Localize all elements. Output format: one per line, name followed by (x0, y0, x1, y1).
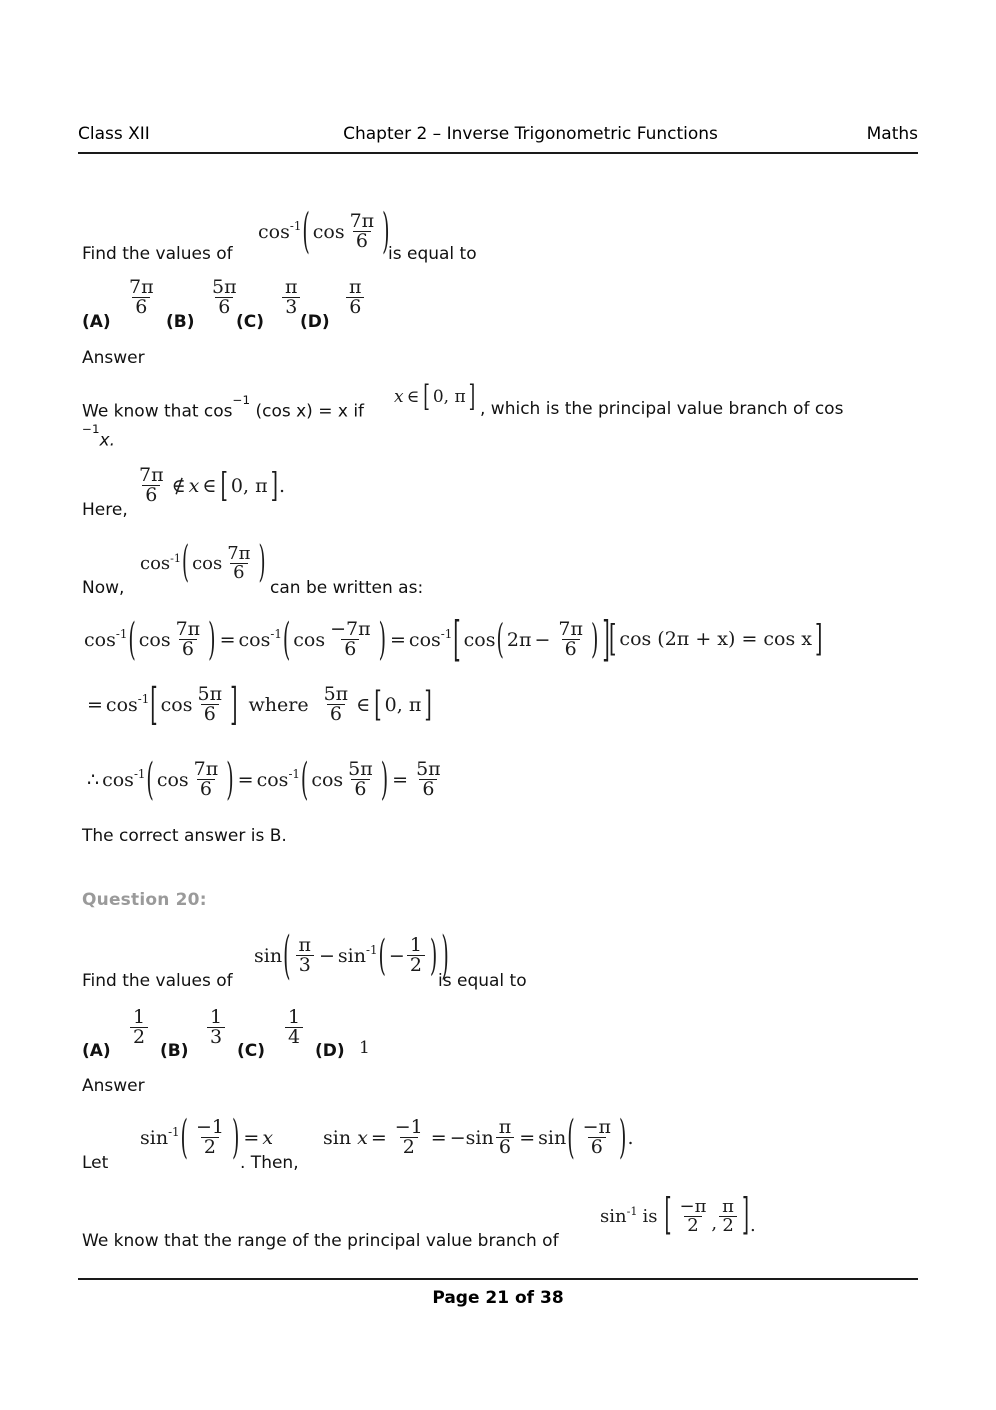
q19-option-d-value[interactable] (344, 278, 367, 318)
q19-here-label: Here, (82, 500, 128, 520)
q19-opt-b-den: 6 (215, 297, 233, 317)
range-is: is (642, 1206, 658, 1228)
paren-right-icon: ) (208, 614, 216, 666)
q19-answer-label: Answer (82, 348, 145, 368)
d2-where: where (248, 693, 309, 716)
paren-left-icon: ( (300, 754, 309, 806)
d2-eq: = (87, 693, 103, 716)
q19-opt-a-num: 7π (129, 276, 154, 298)
here-in: ∈ (202, 474, 217, 497)
then-eq-2: = (430, 1126, 447, 1149)
q20-prompt-prefix: Find the values of (82, 971, 233, 991)
then-lhs-var: x (357, 1126, 368, 1149)
range-comma: , (711, 1212, 718, 1234)
let-den: 2 (201, 1137, 219, 1157)
q20-option-a-label[interactable]: (A) (82, 1041, 111, 1061)
now-outer-sup: -1 (170, 551, 182, 565)
d1-t1-num: 7π (175, 618, 201, 640)
q19-opt-b-num: 5π (212, 276, 237, 298)
then-eq-1: = (370, 1126, 387, 1149)
d1-t3-inner: cos (463, 628, 496, 651)
paren-right-icon: ) (226, 754, 234, 806)
q19-option-c-label[interactable]: (C) (236, 312, 265, 332)
then-f3-den: 6 (588, 1137, 606, 1157)
bracket-left-icon: [ (374, 685, 382, 725)
q19-now-expression (140, 538, 267, 590)
d1-eq-2: = (390, 628, 406, 651)
header-subject-label: Maths (866, 124, 918, 144)
q19-prompt-prefix: Find the values of (82, 244, 233, 264)
q19-outer-func: cos (258, 220, 290, 243)
d3-b-func: cos (256, 768, 289, 791)
q19-opt-c-den: 3 (282, 297, 300, 317)
range-hi-num: π (722, 1196, 734, 1217)
q20-answer-label: Answer (82, 1076, 145, 1096)
q19-inner-fraction (347, 212, 378, 252)
paren-right-icon: ) (429, 931, 438, 981)
d2-func: cos (105, 693, 138, 716)
q20-f1-num: π (298, 934, 311, 956)
q20-opt-d-plain: 1 (359, 1038, 370, 1058)
q19-know-line-part1 (82, 392, 365, 424)
let-var: x (262, 1126, 274, 1149)
header-class-label: Class XII (78, 124, 150, 144)
d3-b-den: 6 (351, 779, 369, 799)
q20-range-line: We know that the range of the principal value branch of (82, 1231, 559, 1251)
range-hi-den: 2 (719, 1216, 736, 1235)
d3-eq-2: = (392, 768, 409, 791)
d3-b-sup: -1 (288, 766, 300, 781)
know-set-bracket (422, 379, 476, 415)
know-set-rel: ∈ (406, 387, 420, 407)
then-neg: − (449, 1126, 466, 1149)
d1-t3-lead: 2π (506, 628, 532, 651)
q20-range-expression (600, 1191, 756, 1243)
q20-option-b-value[interactable] (205, 1008, 227, 1048)
d2-w-num: 5π (323, 683, 349, 705)
bracket-left-icon: [ (220, 466, 228, 506)
bracket-right-icon: ] (424, 685, 432, 725)
here-fraction (136, 466, 167, 506)
bracket-right-icon: ] (230, 679, 238, 731)
q19-now-label: Now, (82, 578, 125, 598)
paren-right-icon: ) (378, 614, 386, 666)
know-text-2: (cos x) = x if (255, 401, 365, 422)
d1-note-text: cos (2π + x) = cos x (619, 628, 812, 650)
paren-left-icon: ( (180, 1111, 188, 1165)
then-f1-num: −1 (394, 1116, 423, 1138)
then-s-func: sin (465, 1126, 494, 1149)
q20-option-a-value[interactable] (128, 1008, 150, 1048)
q20-outer-func: sin (254, 944, 283, 967)
q19-derivation-line-1 (84, 612, 611, 668)
q20-expression (254, 926, 450, 986)
bracket-right-icon: ] (815, 618, 823, 660)
paren-right-icon: ) (619, 1111, 627, 1165)
q19-option-b-label[interactable]: (B) (166, 312, 195, 332)
d3-therefore: ∴ (87, 768, 100, 791)
d1-t1-den: 6 (179, 639, 197, 659)
d3-a-sup: -1 (133, 766, 146, 781)
q19-inner-den: 6 (353, 231, 371, 251)
d2-in: ∈ (356, 693, 371, 716)
q20-opt-b-den: 3 (207, 1027, 225, 1047)
paren-left-icon: ( (146, 754, 154, 806)
q19-know-set (394, 379, 476, 415)
paren-right-icon: ) (380, 754, 389, 806)
q19-opt-d-den: 6 (346, 297, 364, 317)
q19-option-a-value[interactable] (124, 278, 159, 318)
d3-r-num: 5π (416, 758, 441, 780)
q19-know-line-cont (82, 421, 115, 453)
q19-opt-d-num: π (349, 276, 362, 298)
q20-option-c-value[interactable] (283, 1008, 305, 1048)
range-lo-num: −π (679, 1196, 707, 1217)
here-bracket (219, 466, 279, 506)
paren-right-icon: ) (231, 1111, 240, 1165)
range-period: . (750, 1214, 756, 1236)
header-chapter-title: Chapter 2 – Inverse Trigonometric Functions (343, 124, 718, 144)
paren-left-icon: ( (567, 1111, 575, 1165)
now-inner-func: cos (192, 553, 223, 575)
q19-derivation-line-2 (84, 679, 433, 731)
then-f3-num: −π (582, 1116, 612, 1138)
d3-a-den: 6 (197, 779, 215, 799)
d2-set-hi: π (408, 693, 422, 716)
q19-inner-num: 7π (349, 210, 375, 232)
q19-derivation-note (608, 618, 823, 660)
d1-t3-den: 6 (562, 639, 580, 659)
range-func: sin (600, 1206, 627, 1228)
then-f1-den: 2 (400, 1137, 418, 1157)
q19-outer-sup: -1 (289, 218, 302, 233)
here-set-hi: π (255, 474, 268, 497)
paren-left-icon: ( (302, 204, 310, 260)
d3-b-inner: cos (311, 768, 344, 791)
let-func: sin (140, 1126, 169, 1149)
then-lhs-func: sin (323, 1126, 352, 1149)
question-20-heading: Question 20: (82, 890, 207, 910)
here-not-in: ∉ (171, 474, 186, 497)
d1-t1-sup: -1 (115, 626, 128, 641)
now-inner-num: 7π (227, 543, 251, 564)
d1-eq-1: = (219, 628, 236, 651)
q20-then-label: . Then, (240, 1153, 299, 1173)
d1-t2-den: 6 (341, 639, 359, 659)
q20-opt-c-den: 4 (285, 1027, 303, 1047)
q19-prompt-suffix: is equal to (388, 244, 477, 264)
d3-r-den: 6 (419, 779, 437, 799)
q20-inner-func: sin (337, 944, 366, 967)
d3-a-inner: cos (156, 768, 189, 791)
paren-left-icon: ( (182, 538, 190, 590)
here-num: 7π (139, 464, 164, 486)
d1-t3-sup: -1 (440, 626, 453, 641)
then-f2-den: 6 (496, 1137, 514, 1157)
d2-sup: -1 (137, 691, 150, 706)
q19-derivation-line-3 (84, 754, 446, 806)
bracket-right-icon: ] (742, 1191, 750, 1243)
bracket-right-icon: ] (468, 379, 476, 415)
bracket-right-icon: ] (270, 466, 278, 506)
q20-let-label: Let (82, 1153, 109, 1173)
d1-t2-num: −7π (330, 618, 371, 640)
q20-option-d-label[interactable]: (D) (315, 1041, 345, 1061)
then-eq-3: = (519, 1126, 536, 1149)
paren-right-icon: ) (591, 616, 599, 663)
let-num: −1 (195, 1116, 224, 1138)
q19-correct-answer: The correct answer is B. (82, 826, 287, 846)
then-period: . (627, 1126, 634, 1149)
d3-eq-1: = (237, 768, 254, 791)
d2-set-lo: 0, (384, 693, 403, 716)
paren-left-icon: ( (496, 616, 504, 663)
q19-paren (301, 204, 390, 260)
q20-option-b-label[interactable]: (B) (160, 1041, 189, 1061)
d1-t2-inner: cos (293, 628, 326, 651)
q19-opt-a-den: 6 (132, 297, 150, 317)
here-den: 6 (142, 485, 160, 505)
q20-opt-a-den: 2 (130, 1027, 148, 1047)
bracket-left-icon: [ (609, 618, 617, 660)
q20-minus: − (319, 944, 335, 967)
footer-divider (78, 1278, 918, 1280)
paren-right-icon: ) (441, 926, 449, 986)
paren-right-icon: ) (382, 204, 390, 260)
d1-t1-func: cos (84, 628, 116, 651)
paren-right-icon: ) (258, 538, 266, 590)
here-period: . (278, 474, 286, 497)
q19-opt-c-num: π (285, 276, 298, 298)
range-sup: -1 (626, 1204, 638, 1218)
d3-b-num: 5π (348, 758, 373, 780)
know-text-1: We know that cos (82, 401, 233, 422)
q19-here-expression (134, 466, 285, 506)
d1-t2-func: cos (238, 628, 271, 651)
d3-a-func: cos (102, 768, 134, 791)
know-cont-sup: −1 (82, 421, 100, 436)
footer-page-label: Page 21 of 38 (432, 1288, 564, 1308)
bracket-left-icon: [ (453, 612, 461, 668)
q20-f1-den: 3 (296, 955, 314, 975)
paren-left-icon: ( (378, 931, 386, 981)
paren-left-icon: ( (128, 614, 136, 666)
paren-left-icon: ( (283, 926, 291, 986)
range-lo-den: 2 (684, 1216, 701, 1235)
here-set-lo: 0, (230, 474, 250, 497)
q20-opt-b-num: 1 (210, 1006, 223, 1028)
q20-then-expression (323, 1111, 634, 1165)
bracket-left-icon: [ (664, 1191, 672, 1243)
d2-w-den: 6 (327, 704, 345, 724)
bracket-left-icon: [ (150, 679, 158, 731)
q19-option-d-label[interactable]: (D) (300, 312, 330, 332)
q20-prompt-suffix: is equal to (438, 971, 527, 991)
q19-option-a-label[interactable]: (A) (82, 312, 111, 332)
q20-opt-a-num: 1 (133, 1006, 146, 1028)
now-inner-den: 6 (230, 563, 247, 582)
d1-t1-inner: cos (138, 628, 171, 651)
here-var: x (188, 474, 200, 497)
q20-arg-sign: − (388, 944, 405, 967)
page-header (78, 124, 918, 154)
bracket-right-icon: ] (602, 612, 610, 668)
q19-inner-func: cos (312, 220, 345, 243)
q20-option-d-value[interactable] (359, 1038, 370, 1058)
know-cont-text: x. (99, 430, 115, 451)
q19-know-line-part2: , which is the principal value branch of cos (480, 399, 844, 419)
then-t-func: sin (538, 1126, 567, 1149)
d3-a-num: 7π (193, 758, 219, 780)
d1-t3-func: cos (408, 628, 441, 651)
let-eq: = (243, 1126, 260, 1149)
q20-inner-sup: -1 (366, 942, 378, 957)
know-set-lo: 0, (432, 387, 450, 407)
let-sup: -1 (168, 1124, 180, 1139)
d1-t3-minus: − (534, 628, 551, 651)
header-divider (78, 152, 918, 154)
now-paren (181, 538, 267, 590)
q20-arg-num: 1 (409, 934, 422, 956)
paren-left-icon: ( (282, 614, 291, 666)
now-outer-func: cos (140, 553, 171, 575)
d2-den: 6 (201, 704, 219, 724)
d1-t3-num: 7π (558, 618, 583, 640)
q19-now-suffix: can be written as: (270, 578, 424, 598)
d2-inner: cos (160, 693, 193, 716)
bracket-left-icon: [ (423, 379, 430, 415)
q20-option-c-label[interactable]: (C) (237, 1041, 266, 1061)
q20-arg-den: 2 (407, 955, 425, 975)
d2-num: 5π (197, 683, 223, 705)
q20-opt-c-num: 1 (288, 1006, 301, 1028)
q19-expression (258, 204, 391, 260)
know-sup-1: −1 (232, 392, 251, 407)
know-set-var: x (394, 387, 404, 407)
d1-t2-sup: -1 (270, 626, 282, 641)
know-set-hi: π (454, 387, 466, 407)
then-f2-num: π (498, 1116, 512, 1138)
